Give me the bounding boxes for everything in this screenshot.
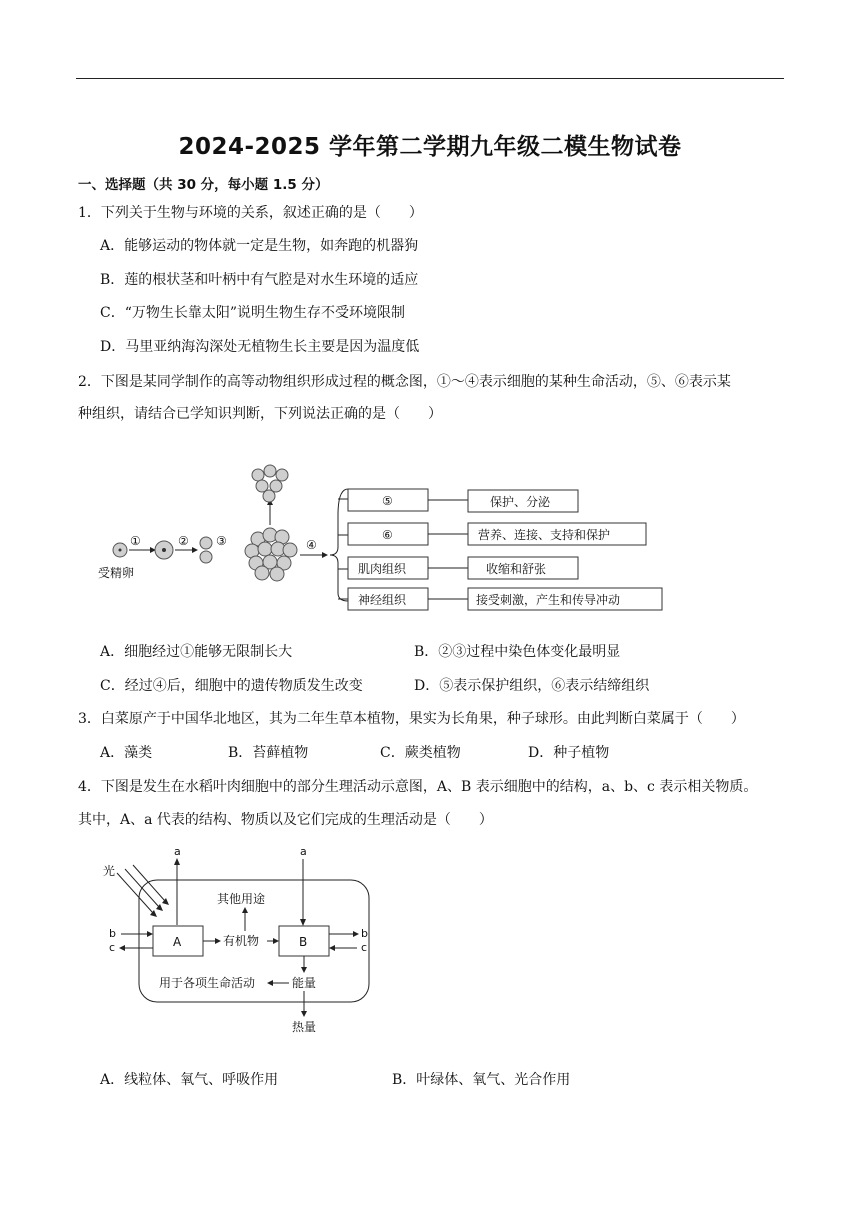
small-cell-cluster — [252, 465, 288, 502]
q2-option-d: D．⑤表示保护组织，⑥表示结缔组织 — [414, 678, 650, 694]
q1-option-c: C．“万物生长靠太阳”说明生物生存不受环境限制 — [100, 305, 406, 321]
energy-label: 能量 — [292, 976, 317, 990]
q3-option-a: A．藻类 — [100, 745, 153, 761]
function-nerve-label: 接受刺激，产生和传导冲动 — [476, 593, 621, 607]
life-activities-label: 用于各项生命活动 — [159, 976, 256, 990]
section-heading: 一、选择题（共 30 分，每小题 1.5 分） — [78, 177, 329, 193]
divided-cell-bottom — [200, 551, 212, 563]
structure-b-label: B — [299, 935, 308, 949]
page-title: 2024-2025 学年第二学期九年级二模生物试卷 — [178, 134, 682, 160]
q4-stem-line2: 其中，A、a 代表的结构、物质以及它们完成的生理活动是（ ） — [78, 812, 493, 828]
q3-stem: 3．白菜原产于中国华北地区，其为二年生草本植物，果实为长角果，种子球形。由此判断白菜属于（ ） — [78, 711, 745, 727]
q2-stem-line2: 种组织，请结合已学知识判断，下列说法正确的是（ ） — [78, 406, 442, 422]
q2-option-c: C．经过④后，细胞中的遗传物质发生改变 — [100, 678, 363, 694]
q2-option-a: A．细胞经过①能够无限制长大 — [100, 644, 293, 660]
q2-stem-line1: 2．下图是某同学制作的高等动物组织形成过程的概念图，①～④表示细胞的某种生命活动，⑤、⑥表示某 — [78, 374, 731, 390]
q1-option-b: B．莲的根状茎和叶柄中有气腔是对水生环境的适应 — [100, 272, 419, 288]
tissue-5-label: ⑤ — [382, 494, 393, 508]
c-left-label: c — [109, 941, 116, 954]
tissue-muscle-label: 肌肉组织 — [358, 562, 407, 576]
q2-option-b: B．②③过程中染色体变化最明显 — [414, 644, 621, 660]
c-right-label: c — [361, 941, 368, 954]
header-rule — [76, 78, 784, 79]
tissue-bracket — [330, 489, 348, 601]
b-right-label: b — [361, 927, 368, 940]
light-label: 光 — [103, 864, 116, 878]
cell-physiology-diagram — [95, 845, 395, 1040]
q3-option-d: D．种子植物 — [528, 745, 610, 761]
other-uses-label: 其他用途 — [217, 892, 266, 906]
function-5-label: 保护、分泌 — [490, 495, 551, 509]
tissue-6-label: ⑥ — [382, 528, 393, 542]
function-muscle-label: 收缩和舒张 — [486, 562, 547, 576]
a-right-label: a — [300, 845, 307, 858]
structure-a-label: A — [173, 935, 182, 949]
step-2-label: ② — [178, 534, 189, 548]
q1-option-d: D．马里亚纳海沟深处无植物生长主要是因为温度低 — [100, 339, 420, 355]
step-3-label: ③ — [216, 534, 227, 548]
function-6-label: 营养、连接、支持和保护 — [478, 528, 611, 542]
q4-stem-line1: 4．下图是发生在水稻叶肉细胞中的部分生理活动示意图，A、B 表示细胞中的结构，a、b、c 表示相关物质。 — [78, 779, 758, 795]
tissue-formation-diagram — [90, 455, 670, 615]
q3-option-c: C．蕨类植物 — [380, 745, 461, 761]
step-4-label: ④ — [306, 538, 317, 552]
a-left-label: a — [174, 845, 181, 858]
zygote-label: 受精卵 — [98, 566, 135, 580]
tissue-nerve-label: 神经组织 — [358, 593, 407, 607]
cell-cluster — [245, 528, 297, 581]
q3-option-b: B．苔藓植物 — [228, 745, 309, 761]
divided-cell-top — [200, 537, 212, 549]
q4-option-b: B．叶绿体、氧气、光合作用 — [392, 1072, 571, 1088]
organic-matter-label: 有机物 — [223, 934, 260, 948]
b-left-label: b — [109, 927, 116, 940]
q4-option-a: A．线粒体、氧气、呼吸作用 — [100, 1072, 279, 1088]
heat-label: 热量 — [292, 1020, 317, 1034]
step-1-label: ① — [130, 534, 141, 548]
q1-option-a: A．能够运动的物体就一定是生物，如奔跑的机器狗 — [100, 238, 419, 254]
q1-stem: 1．下列关于生物与环境的关系，叙述正确的是（ ） — [78, 205, 423, 221]
